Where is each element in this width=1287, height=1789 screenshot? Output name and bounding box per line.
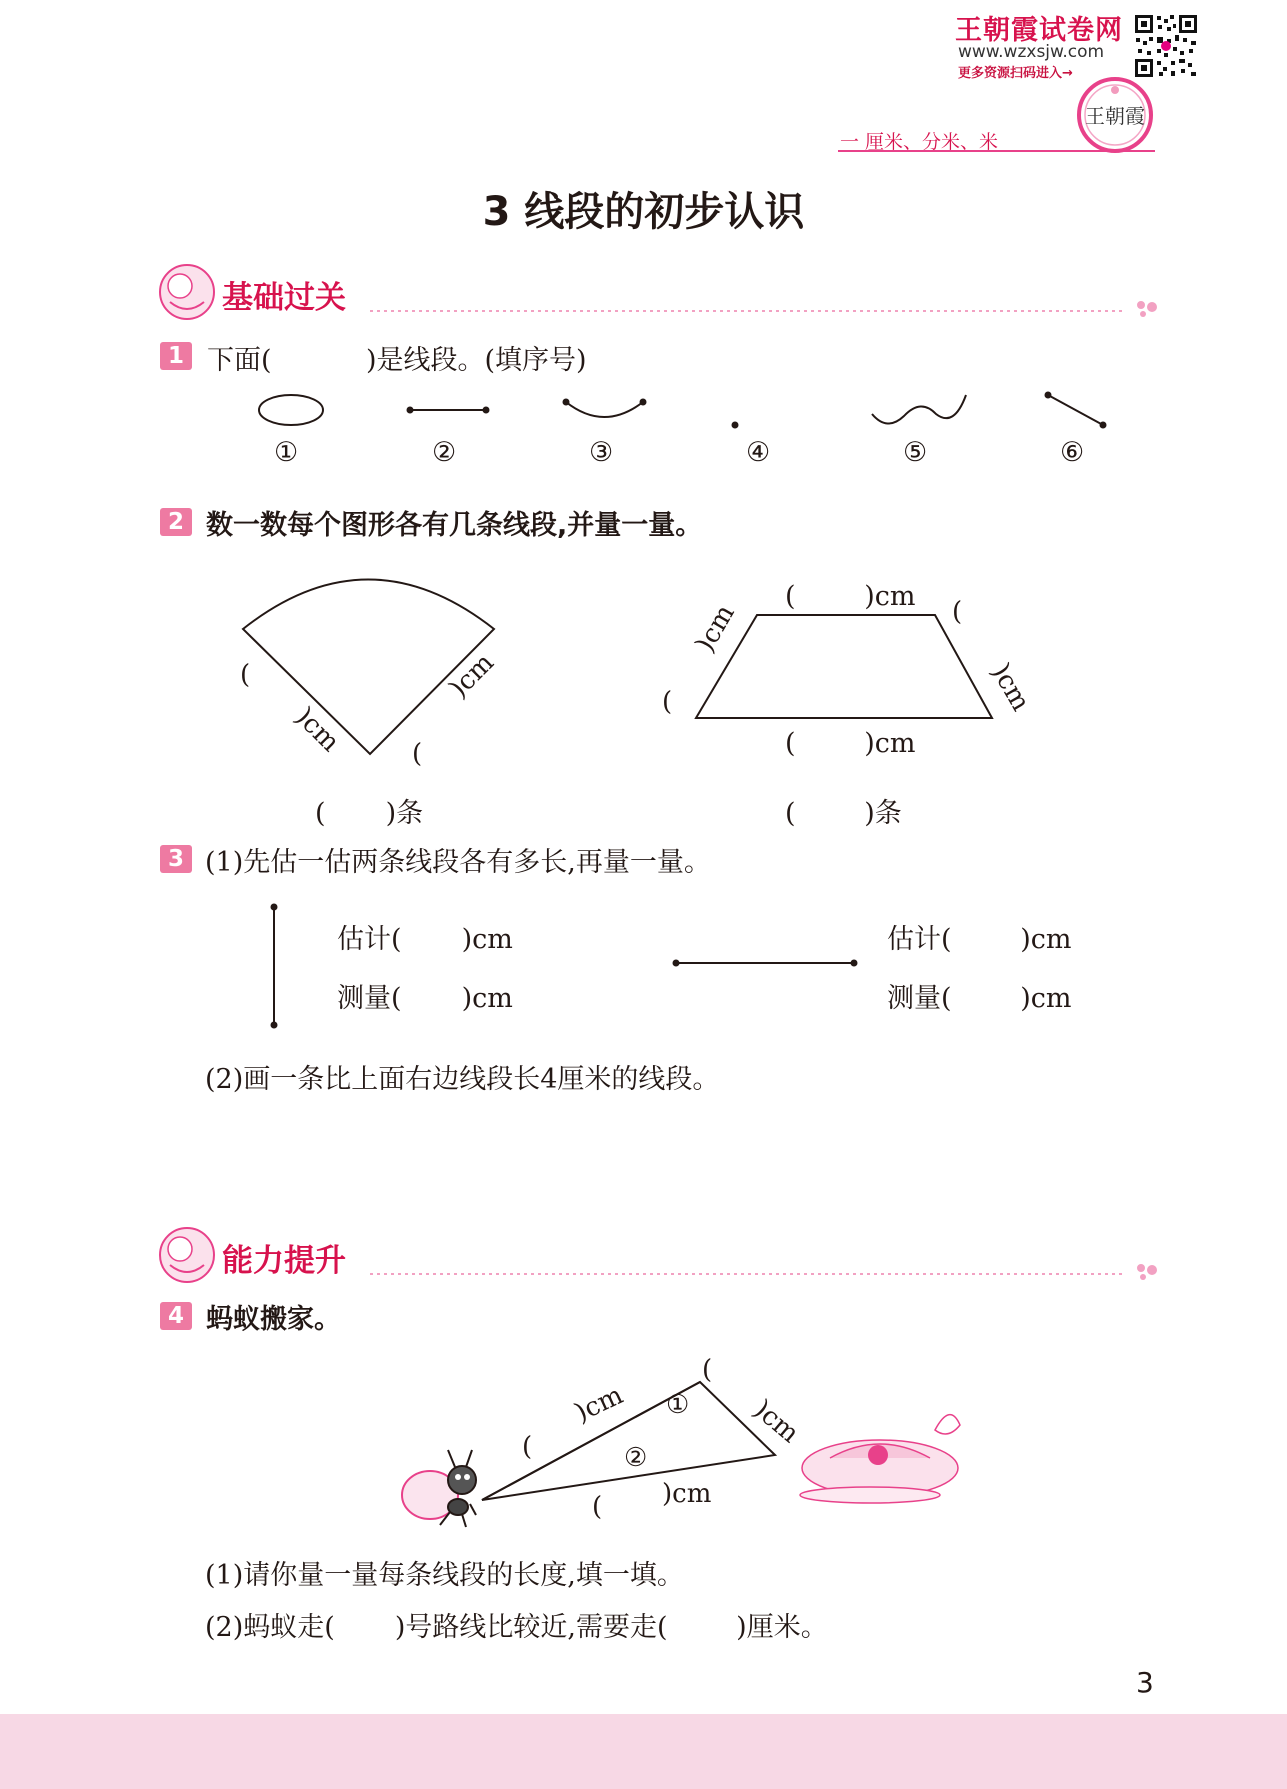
question-number-4: 4: [160, 1302, 192, 1330]
q4-cm-right: )cm: [747, 1394, 805, 1450]
page-number: 3: [1136, 1666, 1154, 1699]
q4-open-right: (: [702, 1355, 713, 1385]
more-resources: 更多资源扫码进入→: [958, 66, 1073, 81]
q2-right-top-length: ( )cm: [785, 581, 916, 612]
q4-cm-bottom: )cm: [662, 1479, 712, 1509]
q2-right-count: ( )条: [785, 798, 902, 829]
q3-left-estimate: 估计( )cm: [337, 924, 513, 955]
question-number-2: 2: [160, 508, 192, 536]
question-3-part2: (2)画一条比上面右边线段长4厘米的线段。: [205, 1064, 720, 1095]
ant-illustration: [402, 1450, 476, 1527]
q1-option-2: ②: [432, 437, 457, 468]
section-title-advance: 能力提升: [222, 1243, 346, 1279]
q3-right-estimate: 估计( )cm: [887, 924, 1072, 955]
q2-left-cm-1: )cm: [289, 701, 346, 758]
question-1-text: 下面( )是线段。(填序号): [207, 345, 587, 376]
q2-right-right-open: (: [952, 597, 963, 627]
q1-option-5: ⑤: [903, 437, 928, 468]
q2-right-left-open: (: [662, 687, 673, 717]
q2-left-open-2: (: [412, 739, 423, 769]
q4-open-left: (: [522, 1432, 533, 1462]
q3-right-measure: 测量( )cm: [887, 983, 1072, 1014]
section-title-basic: 基础过关: [222, 280, 346, 316]
q3-left-measure: 测量( )cm: [337, 983, 513, 1014]
question-number-3: 3: [160, 845, 192, 873]
q1-option-3: ③: [589, 437, 614, 468]
footer-band: [0, 1714, 1287, 1789]
chapter-label: 一 厘米、分米、米: [840, 131, 999, 153]
q2-right-right-cm: )cm: [984, 658, 1036, 717]
q4-cm-left: )cm: [570, 1380, 628, 1429]
question-number-1: 1: [160, 342, 192, 370]
brand-name: 王朝霞试卷网: [955, 15, 1123, 46]
q1-option-1: ①: [274, 437, 299, 468]
q1-option-6: ⑥: [1060, 437, 1085, 468]
question-3-part1: (1)先估一估两条线段各有多长,再量一量。: [205, 847, 711, 878]
site-url[interactable]: www.wzxsjw.com: [958, 42, 1105, 62]
q2-right-left-cm: )cm: [690, 599, 741, 658]
seal-text: 王朝霞: [1085, 104, 1145, 128]
q1-option-4: ④: [746, 437, 771, 468]
q4-open-bottom: (: [592, 1492, 603, 1522]
page-title: 3 线段的初步认识: [482, 189, 805, 235]
question-4-part2: (2)蚂蚁走( )号路线比较近,需要走( )厘米。: [205, 1612, 828, 1643]
q2-right-bottom-length: ( )cm: [785, 728, 916, 759]
q2-left-open-1: (: [240, 660, 251, 690]
q2-left-cm-2: )cm: [443, 647, 500, 704]
question-4-text: 蚂蚁搬家。: [206, 1304, 341, 1335]
question-2-text: 数一数每个图形各有几条线段,并量一量。: [206, 510, 703, 541]
cake-illustration: [800, 1415, 960, 1503]
q4-route-1-label: ①: [666, 1390, 690, 1420]
q4-route-2-label: ②: [624, 1443, 648, 1473]
question-4-part1: (1)请你量一量每条线段的长度,填一填。: [205, 1560, 684, 1591]
q2-left-count: ( )条: [315, 798, 424, 829]
